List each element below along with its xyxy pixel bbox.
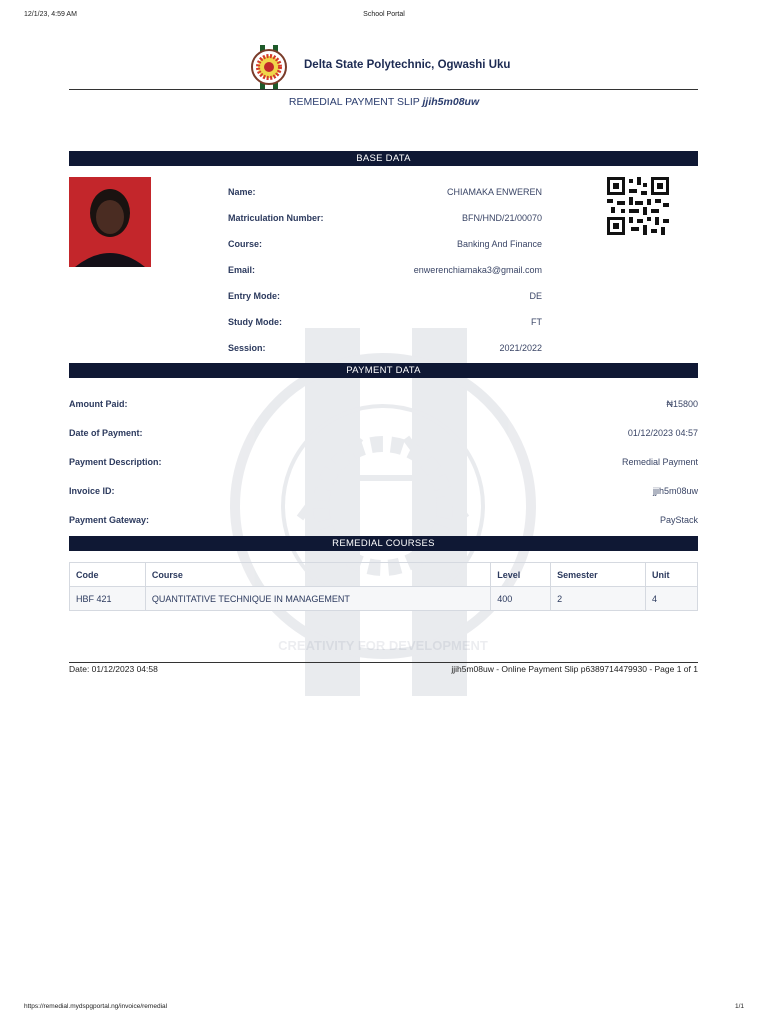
table-header-row <box>70 563 698 587</box>
footer-divider <box>69 662 698 663</box>
column-header-unit: Unit <box>646 563 698 587</box>
remedial-courses-table <box>69 562 698 611</box>
payment-value-invoice: jjih5m08uw <box>652 486 698 496</box>
payment-value-gateway: PayStack <box>659 515 698 525</box>
column-header-semester: Semester <box>551 563 646 587</box>
student-photo <box>69 177 151 267</box>
base-label-matric: Matriculation Number: <box>228 213 324 223</box>
watermark-motto: CREATIVITY FOR DEVELOPMENT <box>278 638 488 653</box>
base-label-study-mode: Study Mode: <box>228 317 282 327</box>
base-value-course: Banking And Finance <box>456 239 542 249</box>
cell-unit: 4 <box>646 587 698 611</box>
base-label-course: Course: <box>228 239 263 249</box>
footer-slip-info: jjih5m08uw - Online Payment Slip p6389714479930 - Page 1 of 1 <box>451 664 698 674</box>
cell-course: QUANTITATIVE TECHNIQUE IN MANAGEMENT <box>145 587 490 611</box>
payment-label-date: Date of Payment: <box>69 428 143 438</box>
table-row <box>70 587 698 611</box>
print-page-title: School Portal <box>363 11 405 18</box>
base-value-study-mode: FT <box>531 317 542 327</box>
base-data-heading: BASE DATA <box>69 151 698 166</box>
base-label-email: Email: <box>228 265 256 275</box>
base-value-name: CHIAMAKA ENWEREN <box>446 187 542 197</box>
base-label-name: Name: <box>228 187 256 197</box>
payment-label-gateway: Payment Gateway: <box>69 515 150 525</box>
column-header-code: Code <box>70 563 146 587</box>
payment-value-description: Remedial Payment <box>621 457 698 467</box>
payment-label-invoice: Invoice ID: <box>69 486 115 496</box>
cell-code: HBF 421 <box>70 587 146 611</box>
institution-name: Delta State Polytechnic, Ogwashi Uku <box>304 59 511 71</box>
column-header-course: Course <box>145 563 490 587</box>
remedial-courses-heading: REMEDIAL COURSES <box>69 536 698 551</box>
payment-value-amount: ₦15800 <box>666 399 698 409</box>
column-header-level: Level <box>491 563 551 587</box>
base-value-email: enwerenchiamaka3@gmail.com <box>413 265 542 275</box>
header-divider <box>69 89 698 90</box>
base-value-entry-mode: DE <box>529 291 542 301</box>
polytechnic-logo <box>249 45 289 89</box>
payment-value-date: 01/12/2023 04:57 <box>627 428 698 438</box>
slip-title <box>0 96 768 108</box>
cell-semester: 2 <box>551 587 646 611</box>
base-value-matric: BFN/HND/21/00070 <box>461 213 542 223</box>
cell-level: 400 <box>491 587 551 611</box>
qr-code <box>607 177 669 235</box>
print-url: https://remedial.mydspgportal.ng/invoice/remedial <box>24 1003 168 1010</box>
print-page-number: 1/1 <box>734 1003 744 1010</box>
payment-label-amount: Amount Paid: <box>69 399 128 409</box>
base-label-session: Session: <box>228 343 266 353</box>
payment-data-heading: PAYMENT DATA <box>69 363 698 378</box>
print-datetime: 12/1/23, 4:59 AM <box>24 11 77 18</box>
slip-code: jjih5m08uw <box>422 96 480 108</box>
base-value-session: 2021/2022 <box>499 343 542 353</box>
footer-date: Date: 01/12/2023 04:58 <box>69 664 158 674</box>
watermark <box>230 328 536 696</box>
payment-label-description: Payment Description: <box>69 457 162 467</box>
slip-title-text: REMEDIAL PAYMENT SLIP <box>288 96 420 108</box>
base-label-entry-mode: Entry Mode: <box>228 291 281 301</box>
